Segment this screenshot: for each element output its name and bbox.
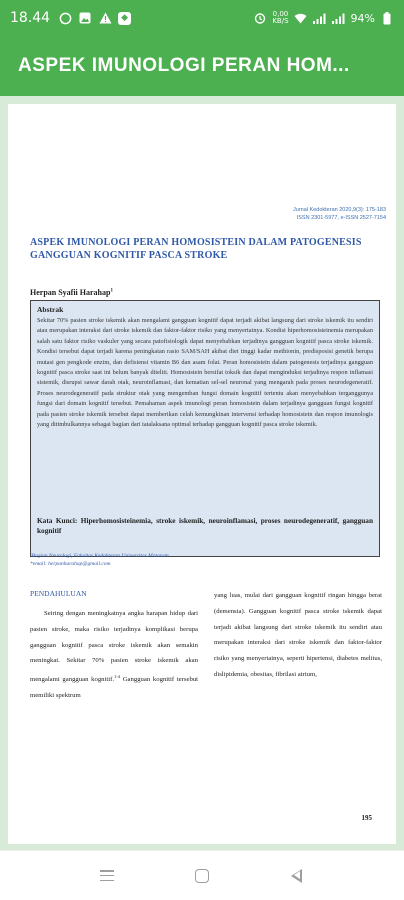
document-title: ASPEK IMUNOLOGI PERAN HOM...: [18, 55, 350, 76]
alert-icon: [98, 11, 112, 25]
keywords: Kata Kunci: Hiperhomosisteinemia, stroke iskemik, neuroinflamasi, proses neurodegeneratif, gangguan kognitif: [37, 516, 373, 535]
section-heading: PENDAHULUAN: [30, 589, 87, 598]
abstract-box: [30, 300, 380, 557]
status-time: 18.44: [10, 10, 51, 26]
journal-line-2: ISSN 2301-5977, e-ISSN 2527-7154: [296, 215, 386, 221]
pdf-page[interactable]: [8, 104, 396, 844]
signal-icon-2: [332, 11, 346, 25]
citation: 1-4: [114, 674, 120, 680]
app-icon: ◆: [118, 12, 131, 25]
journal-info: [293, 206, 386, 222]
left-column-body: Seiring dengan meningkatnya angka harapan hidup dari pasien stroke, maka risiko terjadinya komplikasi berupa gangguan kognitif pasca stroke iskemik akan semakin meningkat. Sekitar 70% pasien stroke iskemik akan mengalami gangguan kognitif.: [30, 610, 198, 684]
left-column-text: [30, 606, 198, 704]
app-bar: [0, 36, 404, 96]
right-column: [214, 588, 382, 683]
affiliation-block: [30, 552, 380, 568]
author-sup: 1: [110, 288, 113, 294]
home-icon: [195, 869, 209, 883]
right-column-text: yang luas, mulai dari gangguan kognitif ringan hingga berat (demensia). Gangguan kognitif pasca stroke iskemik dapat terjadi akibat langsung dari stroke iskemik itu sendiri atau merupakan interaksi dari stroke iskemik dan faktor-faktor risiko yang menyertainya, seperti hipertensi, diabetes melitus, dislipidemia, obesitas, fibrilasi atrium,: [214, 592, 382, 678]
recent-apps-button[interactable]: [87, 856, 127, 896]
author-name: [30, 288, 113, 297]
home-button[interactable]: [182, 856, 222, 896]
author-text: Herpan Syafii Harahap: [30, 288, 111, 297]
author-email: *email: herpanharahap@gmail.com: [30, 561, 111, 567]
wifi-icon: [294, 11, 308, 25]
back-button[interactable]: [277, 856, 317, 896]
notification-icons: [58, 11, 131, 25]
abstract-body: Sekitar 70% pasien stroke iskemik akan mengalami gangguan kognitif dapat terjadi akibat langsung dari stroke iskemik itu sendiri atau merupakan interaksi dari stroke iskemik dan faktor-faktor risiko yang menyertainya. Kondisi hiperhomosisteinemia merupakan salah satu faktor risiko vaskuler yang secara patofisiologik dapat menyebabkan terjadinya gangguan kognitif pasca stroke iskemik. Kondisi tersebut dapat terjadi karena peningkatan rasio SAM/SAH akibat diet tinggi kadar methionin, predisposisi genetik berupa mutasi gen pengkode enzim, dan defisiensi vitamin B6 dan asam folat. Peran homosistein dalam patogenesis terjadinya gangguan kognitif pasca stroke saat ini belum banyak diteliti. Homosistein bersifat toksik dan dapat menginduksi terjadinya respon inflamasi sistemik, disrupsi sawar darah otak, neuroinflamasi, dan kematian sel-sel neuronal yang mengarah pada proses neurodegeneratif. Proses neurodegeneratif pada struktur otak yang mengemban fungsi domain kognitif tertentu akan menyebabkan terganggunya fungsi dari domain kognitif tersebut. Pemahaman aspek imunologi peran homosistein dalam terjadinya gangguan fungsi kognitif pada pasien stroke iskemik tersebut dapat memberikan celah kemungkinan intervensi terhadap homosistein dan respon imunologis yang ditimbulkannya sebagai bagian dari tatalaksana optimal terhadap gangguan kognitif pasca stroke iskemik.: [37, 317, 373, 429]
navigation-bar: [0, 850, 404, 900]
journal-line-1: Jurnal Kedokteran 2020,9(3): 175-183: [293, 207, 386, 213]
battery-icon: [380, 11, 394, 25]
system-icons: [253, 11, 394, 25]
network-speed: [272, 11, 288, 25]
article-title: ASPEK IMUNOLOGI PERAN HOMOSISTEIN DALAM PATOGENESIS GANGGUAN KOGNITIF PASCA STROKE: [30, 237, 362, 261]
left-column-tail: Gangguan kognitif tersebut memiliki spektrum: [30, 676, 198, 700]
status-bar: [0, 0, 404, 36]
affiliation: ¹Bagian Neurologi, Fakultas Kedokteran Universitas Mataram: [30, 553, 169, 559]
pdf-viewer[interactable]: [0, 96, 404, 850]
abstract-heading: Abstrak: [37, 305, 64, 314]
network-speed-value: 0,00: [272, 10, 289, 18]
battery-percent: 94%: [350, 11, 375, 25]
left-column: [30, 588, 198, 704]
signal-icon: [313, 11, 327, 25]
photo-icon: [78, 11, 92, 25]
back-icon: [291, 869, 302, 883]
alarm-icon: [253, 11, 267, 25]
recent-apps-icon: [100, 870, 114, 881]
network-speed-unit: KB/S: [272, 17, 289, 25]
page-number: 195: [361, 814, 372, 822]
whatsapp-icon: [58, 11, 72, 25]
